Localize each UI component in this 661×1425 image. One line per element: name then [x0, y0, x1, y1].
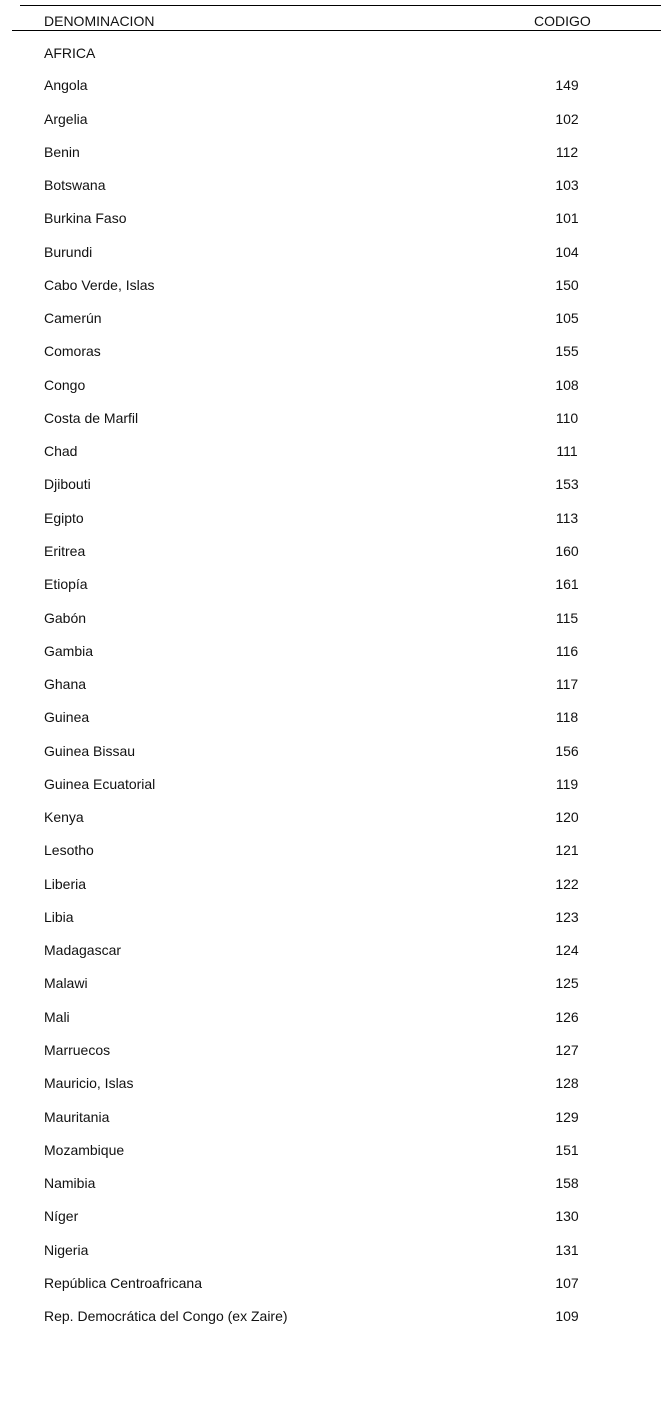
group-label: AFRICA: [44, 45, 96, 61]
country-name: Gabón: [44, 609, 87, 626]
table-row: [12, 996, 661, 1029]
country-code: 126: [555, 1008, 579, 1025]
table-row: [12, 430, 661, 463]
country-name: Kenya: [44, 809, 84, 826]
table-row: [12, 630, 661, 663]
country-name: Chad: [44, 443, 78, 460]
table-row: [12, 763, 661, 796]
country-code-table: [12, 5, 661, 1328]
country-name: Botswana: [44, 177, 106, 194]
country-name: Cabo Verde, Islas: [44, 276, 155, 293]
country-code: 109: [555, 1308, 579, 1325]
table-row: [12, 497, 661, 530]
country-code: 104: [555, 243, 579, 260]
country-code: 160: [555, 542, 579, 559]
country-name: Lesotho: [44, 842, 94, 859]
country-name: Burkina Faso: [44, 210, 127, 227]
country-name: Guinea Bissau: [44, 742, 136, 759]
country-code: 124: [555, 942, 579, 959]
table-row: [12, 64, 661, 97]
country-name: Níger: [44, 1208, 79, 1225]
country-code: 121: [555, 842, 579, 859]
country-code: 110: [555, 409, 579, 426]
table-row: [12, 297, 661, 330]
table-row: [12, 1129, 661, 1162]
table-row: [12, 863, 661, 896]
table-row: [12, 231, 661, 264]
country-code: 161: [555, 576, 579, 593]
country-name: República Centroafricana: [44, 1274, 202, 1291]
country-name: Eritrea: [44, 542, 86, 559]
table-row: [12, 597, 661, 630]
country-name: Costa de Marfil: [44, 409, 139, 426]
country-code: 102: [555, 110, 579, 127]
table-row: [12, 164, 661, 197]
country-code: 119: [555, 775, 579, 792]
country-name: Benin: [44, 143, 80, 160]
country-name: Egipto: [44, 509, 84, 526]
table-row: [12, 563, 661, 596]
country-code: 111: [556, 443, 578, 460]
table-row: [12, 197, 661, 230]
table-header: [12, 6, 661, 30]
country-code: 155: [555, 343, 579, 360]
country-code: 130: [555, 1208, 579, 1225]
header-denominacion: DENOMINACION: [44, 13, 155, 29]
country-name: Ghana: [44, 676, 87, 693]
country-code: 131: [555, 1241, 579, 1258]
country-name: Liberia: [44, 875, 87, 892]
country-code: 118: [555, 709, 579, 726]
table-row: [12, 730, 661, 763]
table-row: [12, 264, 661, 297]
country-code: 158: [555, 1175, 579, 1192]
table-row: [12, 530, 661, 563]
country-code: 127: [555, 1041, 579, 1058]
table-row: [12, 1295, 661, 1328]
country-name: Madagascar: [44, 942, 122, 959]
country-name: Comoras: [44, 343, 101, 360]
country-code: 120: [555, 809, 579, 826]
table-row: [12, 131, 661, 164]
country-name: Libia: [44, 908, 74, 925]
table-row: [12, 397, 661, 430]
table-row: [12, 463, 661, 496]
table-row: [12, 1262, 661, 1295]
country-code: 151: [555, 1141, 579, 1158]
country-code: 113: [555, 509, 579, 526]
country-name: Guinea Ecuatorial: [44, 775, 156, 792]
country-code: 108: [555, 376, 579, 393]
country-code: 123: [555, 908, 579, 925]
table-row: [12, 1195, 661, 1228]
country-code: 112: [555, 143, 579, 160]
table-row: [12, 1229, 661, 1262]
country-name: Namibia: [44, 1175, 96, 1192]
header-codigo: CODIGO: [534, 13, 591, 29]
table-row: [12, 929, 661, 962]
country-name: Argelia: [44, 110, 88, 127]
country-code: 116: [555, 642, 579, 659]
table-row: [12, 330, 661, 363]
country-name: Djibouti: [44, 476, 91, 493]
table-body: [12, 31, 661, 1328]
table-row: [12, 1096, 661, 1129]
table-row: [12, 1162, 661, 1195]
table-row: [12, 364, 661, 397]
country-name: Etiopía: [44, 576, 88, 593]
country-name: Gambia: [44, 642, 94, 659]
country-code: 122: [555, 875, 579, 892]
table-row: [12, 1029, 661, 1062]
table-row: [12, 896, 661, 929]
country-name: Rep. Democrática del Congo (ex Zaire): [44, 1308, 288, 1325]
country-name: Angola: [44, 77, 88, 94]
table-row: [12, 962, 661, 995]
table-row: [12, 98, 661, 131]
table-row: [12, 829, 661, 862]
country-name: Mali: [44, 1008, 70, 1025]
table-row: [12, 796, 661, 829]
country-code: 156: [555, 742, 579, 759]
country-code: 153: [555, 476, 579, 493]
country-code: 103: [555, 177, 579, 194]
table-row: [12, 663, 661, 696]
country-code: 115: [555, 609, 579, 626]
country-name: Congo: [44, 376, 86, 393]
country-code: 117: [555, 676, 579, 693]
country-name: Malawi: [44, 975, 88, 992]
country-name: Mozambique: [44, 1141, 125, 1158]
country-code: 105: [555, 310, 579, 327]
country-name: Mauritania: [44, 1108, 110, 1125]
table-row: [12, 696, 661, 729]
country-name: Marruecos: [44, 1041, 111, 1058]
country-code: 149: [555, 77, 579, 94]
country-code: 107: [555, 1274, 579, 1291]
country-code: 129: [555, 1108, 579, 1125]
country-code: 101: [555, 210, 579, 227]
country-name: Burundi: [44, 243, 93, 260]
group-row: [12, 31, 661, 64]
country-name: Nigeria: [44, 1241, 89, 1258]
country-name: Guinea: [44, 709, 90, 726]
country-code: 150: [555, 276, 579, 293]
country-name: Mauricio, Islas: [44, 1075, 134, 1092]
country-name: Camerún: [44, 310, 102, 327]
country-code: 125: [555, 975, 579, 992]
country-code: 128: [555, 1075, 579, 1092]
table-row: [12, 1062, 661, 1095]
